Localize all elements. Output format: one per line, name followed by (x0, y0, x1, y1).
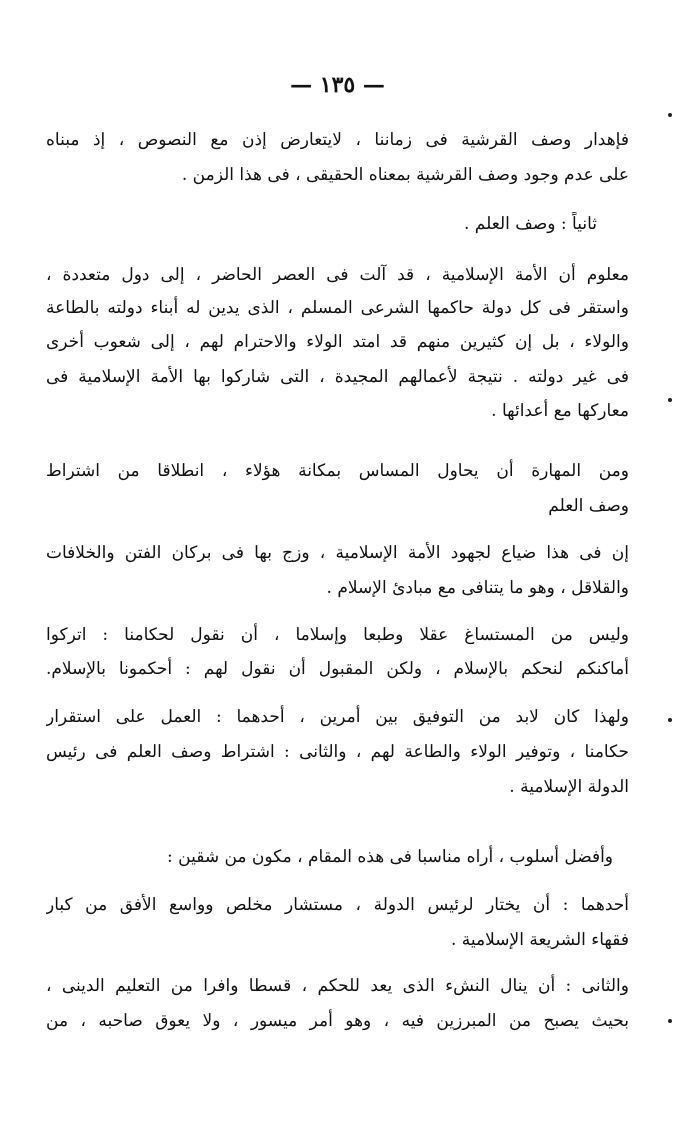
scan-speck (668, 1019, 672, 1023)
scan-speck (668, 398, 672, 402)
text-line: ولهذا كان لابد من التوفيق بين أمرين ، أحدهما : العمل على استقرار (46, 707, 629, 727)
text-line: الدولة الإسلامية . (509, 777, 629, 797)
scan-speck (668, 113, 672, 117)
text-line: إن فى هذا ضياع لجهود الأمة الإسلامية ، وزج بها فى بركان الفتن والخلافات (46, 543, 629, 563)
text-line: أحدهما : أن يختار لرئيس الدولة ، مستشار مخلص وواسع الأفق من كبار (46, 895, 629, 915)
text-line: بحيث يصبح من المبرزين فيه ، وهو أمر ميسور ، ولا يعوق صاحبه ، من (46, 1011, 629, 1031)
text-line: حكامنا ، وتوفير الولاء والطاعة لهم ، والثانى : اشتراط وصف العلم فى رئيس (46, 742, 629, 762)
section-heading: ثانياً : وصف العلم . (464, 214, 597, 234)
text-line: أماكنكم لنحكم بالإسلام ، ولكن المقبول أن نقول لهم : أحكمونا بالإسلام. (46, 659, 629, 679)
text-line: معاركها مع أعدائها . (491, 401, 629, 421)
text-line: وصف العلم (548, 496, 629, 516)
text-line: ومن المهارة أن يحاول المساس بمكانة هؤلاء ، انطلاقا من اشتراط (46, 461, 629, 481)
text-line: والثانى : أن ينال النشء الذى يعد للحكم ، قسطا وافرا من التعليم الدينى ، (46, 976, 629, 996)
text-line: وليس من المستساغ عقلا وطبعا وإسلاما ، أن نقول لحكامنا : اتركوا (46, 625, 629, 645)
scan-speck (668, 718, 672, 722)
text-line: والولاء ، بل إن كثيرين منهم قد امتد الولاء والاحترام لهم ، إلى شعوب أخرى (46, 332, 629, 352)
text-line: وأفضل أسلوب ، أراه مناسبا فى هذه المقام ، مكون من شقين : (167, 847, 613, 867)
page-number: — ١٣٥ — (290, 72, 385, 98)
text-line: فقهاء الشريعة الإسلامية . (450, 930, 629, 950)
text-line: فى غير دولته . نتيجة لأعمالهم المجيدة ، التى شاركوا بها الأمة الإسلامية فى (46, 367, 629, 387)
text-line: معلوم أن الأمة الإسلامية ، قد آلت فى العصر الحاضر ، إلى دول متعددة ، (46, 265, 629, 285)
text-line: واستقر فى كل دولة حاكمها الشرعى المسلم ، الذى يدين له أبناء دولته بالطاعة (46, 298, 629, 318)
text-line: والقلاقل ، وهو ما يتنافى مع مبادئ الإسلام . (326, 578, 629, 598)
text-line: على عدم وجود وصف القرشية بمعناه الحقيقى ، فى هذا الزمن . (181, 165, 629, 185)
text-line: فإهدار وصف القرشية فى زماننا ، لايتعارض إذن مع النصوص ، إذ مبناه (46, 130, 629, 150)
